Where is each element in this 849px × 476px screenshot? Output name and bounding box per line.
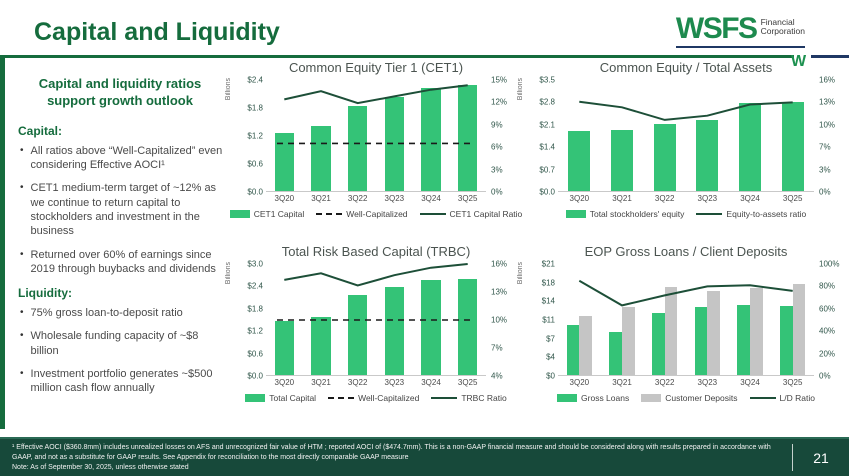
bullet-text: 75% gross loan-to-deposit ratio — [30, 307, 183, 320]
x-axis-label: 3Q24 — [740, 194, 760, 203]
left-axis-tick: $3.5 — [539, 75, 555, 85]
right-axis-tick: 4% — [491, 371, 503, 381]
page-number-box — [792, 444, 849, 471]
legend-item — [557, 393, 629, 403]
legend-bar-swatch — [557, 394, 577, 402]
x-axis-label: 3Q25 — [457, 378, 478, 387]
left-axis-tick: $21 — [541, 259, 555, 269]
bullet-text: Returned over 60% of earnings since 2019 through buybacks and dividends — [30, 248, 216, 275]
x-axis-label: 3Q21 — [612, 194, 632, 203]
bullet-text: CET1 medium-term target of ~12% as we continue to return capital to stockholders and investment in the business — [30, 182, 217, 238]
loans-deposits-chart-plot — [517, 259, 846, 403]
x-axis-label: 3Q25 — [782, 378, 803, 387]
footnote — [12, 443, 772, 473]
legend-label: L/D Ratio — [779, 393, 815, 403]
x-axis-label: 3Q20 — [274, 378, 295, 387]
wsfs-wordmark: WSFS — [675, 12, 757, 45]
x-axis-label: 3Q23 — [697, 378, 718, 387]
x-axis-label: 3Q21 — [311, 194, 331, 203]
chart-legend — [526, 393, 846, 403]
legend-label: Equity-to-assets ratio — [726, 209, 807, 219]
legend-label: Gross Loans — [581, 393, 630, 403]
chart-legend — [234, 393, 518, 403]
bullet-icon: • — [20, 307, 24, 319]
header-rule-navy — [811, 55, 849, 58]
page-number: 21 — [813, 449, 829, 466]
right-axis-tick: 7% — [819, 142, 831, 152]
legend-item — [641, 393, 737, 403]
chart-legend — [526, 209, 846, 219]
equity-assets-chart-plot — [517, 75, 846, 219]
left-axis-tick: $1.2 — [247, 131, 263, 141]
left-axis-tick: $11 — [542, 315, 555, 325]
wsfs-logo-subtext — [761, 14, 805, 37]
legend-bar-swatch — [566, 210, 586, 218]
line-layer — [266, 264, 486, 376]
right-axis-tick: 3% — [491, 165, 503, 175]
x-axis-label: 3Q20 — [274, 194, 295, 203]
legend-label: TRBC Ratio — [461, 393, 507, 403]
right-axis-tick: 13% — [819, 97, 836, 107]
left-axis-tick: $1.8 — [247, 103, 263, 113]
footer-band — [0, 437, 849, 476]
legend-label: Customer Deposits — [665, 393, 738, 403]
x-axis-label: 3Q24 — [421, 378, 441, 387]
legend-bar-swatch — [641, 394, 661, 402]
left-accent-bar — [0, 58, 5, 429]
left-axis — [225, 75, 266, 197]
right-axis-tick: 0% — [491, 187, 503, 197]
bullet-text: Investment portfolio generates ~$500 million cash flow annually — [30, 368, 213, 395]
legend-item — [566, 209, 685, 219]
left-axis-tick: $0 — [546, 371, 555, 381]
legend-line-swatch — [750, 397, 776, 400]
x-axis-label: 3Q23 — [697, 194, 718, 203]
left-axis-tick: $1.2 — [247, 326, 263, 336]
trbc-chart-plot — [225, 259, 518, 403]
left-axis-tick: $0.0 — [247, 187, 263, 197]
left-axis-tick: $2.4 — [247, 281, 263, 291]
bullet-icon: • — [20, 368, 24, 380]
x-axis-label: 3Q23 — [384, 194, 405, 203]
right-axis-tick: 12% — [491, 97, 508, 107]
right-axis-tick: 3% — [819, 165, 831, 175]
sidebar — [12, 68, 228, 405]
x-axis-label: 3Q24 — [421, 194, 441, 203]
bullet-icon: • — [20, 330, 24, 342]
ratio-line — [579, 281, 792, 306]
left-axis — [225, 259, 266, 381]
sidebar-bullet — [20, 181, 228, 238]
x-axis-label: 3Q22 — [347, 378, 368, 387]
x-axis-label: 3Q24 — [740, 378, 760, 387]
plot-canvas — [558, 264, 814, 387]
legend-item — [316, 209, 407, 219]
sidebar-sections — [12, 124, 228, 396]
plot-area — [225, 259, 518, 387]
plot-area — [517, 259, 846, 387]
right-axis-tick: 9% — [491, 120, 503, 130]
plot-canvas — [266, 264, 486, 387]
legend-label: Well-Capitalized — [358, 393, 420, 403]
line-layer — [558, 80, 814, 192]
left-axis-tick: $2.4 — [247, 75, 263, 85]
right-axis — [486, 259, 518, 381]
bullet-icon: • — [20, 182, 24, 194]
legend-line-swatch — [431, 397, 457, 400]
legend-label: CET1 Capital — [253, 209, 305, 219]
left-axis-tick: $4 — [546, 352, 555, 362]
line-layer — [266, 80, 486, 192]
plot-area — [225, 75, 518, 203]
left-axis — [517, 75, 558, 197]
right-axis-tick: 0% — [819, 371, 831, 381]
axis-unit-label: Billions — [225, 78, 232, 101]
ratio-line — [284, 85, 467, 103]
bullet-icon: • — [20, 144, 24, 156]
right-axis — [486, 75, 518, 197]
right-axis-tick: 40% — [819, 326, 836, 336]
plot-canvas — [558, 80, 814, 203]
x-axis-label: 3Q25 — [782, 194, 803, 203]
right-axis-tick: 13% — [491, 287, 508, 297]
right-axis-tick: 10% — [819, 120, 836, 130]
cet1-chart-title: Common Equity Tier 1 (CET1) — [288, 60, 464, 75]
legend-item — [245, 393, 316, 403]
left-axis — [517, 259, 558, 381]
equity-assets-chart — [517, 60, 846, 246]
left-axis-tick: $1.4 — [539, 142, 555, 152]
equity-assets-chart-title: Common Equity / Total Assets — [599, 60, 773, 75]
right-axis-tick: 60% — [819, 304, 836, 314]
legend-label: Total stockholders' equity — [589, 209, 685, 219]
legend-item — [328, 393, 419, 403]
right-axis-tick: 0% — [819, 187, 831, 197]
right-axis-tick: 7% — [491, 343, 503, 353]
sidebar-bullet — [20, 306, 228, 320]
sidebar-bullet — [20, 367, 228, 396]
logo-sub-line1: Financial — [760, 17, 795, 27]
sidebar-bullet — [20, 248, 228, 277]
legend-label: CET1 Capital Ratio — [449, 209, 523, 219]
wsfs-w-mark: W — [791, 53, 807, 70]
left-axis-tick: $0.6 — [247, 159, 263, 169]
right-axis-tick: 15% — [491, 75, 508, 85]
x-axis-label: 3Q22 — [654, 194, 675, 203]
x-axis-label: 3Q23 — [384, 378, 405, 387]
chart-legend — [234, 209, 523, 219]
page-title: Capital and Liquidity — [34, 18, 280, 46]
left-axis-tick: $18 — [541, 278, 555, 288]
logo-sub-line2: Corporation — [760, 26, 805, 37]
left-axis-tick: $2.8 — [539, 97, 555, 107]
right-axis-tick: 16% — [491, 259, 508, 269]
loans-deposits-chart — [517, 244, 846, 426]
left-axis-tick: $2.1 — [539, 120, 555, 130]
sidebar-section-label: Liquidity: — [18, 286, 72, 301]
axis-unit-label: Billions — [517, 262, 524, 285]
left-axis-tick: $1.8 — [247, 304, 263, 314]
right-axis-tick: 10% — [491, 315, 508, 325]
x-axis-label: 3Q25 — [457, 194, 478, 203]
legend-bar-swatch — [245, 394, 265, 402]
legend-item — [750, 393, 815, 403]
left-axis-tick: $0.0 — [247, 371, 263, 381]
left-axis-tick: $7 — [546, 334, 555, 344]
plot-canvas — [266, 80, 486, 203]
footnote-note: Note: As of September 30, 2025, unless otherwise stated — [12, 464, 189, 472]
x-axis-label: 3Q21 — [612, 378, 632, 387]
sidebar-bullet — [20, 329, 228, 358]
legend-bar-swatch — [230, 210, 250, 218]
right-axis-tick: 6% — [491, 142, 503, 152]
legend-dash-swatch — [328, 397, 354, 399]
left-axis-tick: $0.7 — [539, 165, 555, 175]
legend-label: Total Capital — [269, 393, 317, 403]
legend-line-swatch — [420, 213, 446, 216]
right-axis — [814, 75, 846, 197]
axis-unit-label: Billions — [517, 78, 524, 101]
x-axis-label: 3Q20 — [569, 194, 590, 203]
sidebar-bullet — [20, 144, 228, 173]
header-rule-green — [0, 55, 794, 58]
right-axis-tick: 20% — [819, 349, 836, 359]
legend-label: Well-Capitalized — [346, 209, 408, 219]
left-axis-tick: $3.0 — [247, 259, 263, 269]
ratio-line — [579, 102, 792, 120]
x-axis-label: 3Q21 — [311, 378, 331, 387]
sidebar-section-label: Capital: — [18, 123, 63, 138]
bullet-text: Wholesale funding capacity of ~$8 billion — [30, 330, 199, 357]
left-axis-tick: $0.6 — [247, 349, 263, 359]
x-axis-label: 3Q22 — [654, 378, 675, 387]
legend-item — [431, 393, 506, 403]
loans-deposits-chart-title: EOP Gross Loans / Client Deposits — [584, 244, 788, 259]
legend-item — [420, 209, 523, 219]
right-axis-tick: 16% — [819, 75, 836, 85]
ratio-line — [284, 264, 467, 286]
sidebar-heading: Capital and liquidity ratios support growth outlook — [38, 76, 202, 108]
x-axis-label: 3Q22 — [347, 194, 368, 203]
bullet-text: All ratios above “Well-Capitalized” even considering Effective AOCI¹ — [30, 144, 223, 172]
right-axis — [814, 259, 846, 381]
wsfs-logo — [676, 14, 805, 48]
right-axis-tick: 100% — [819, 259, 840, 269]
right-axis-tick: 80% — [819, 281, 836, 291]
legend-item — [696, 209, 806, 219]
bullet-icon: • — [20, 248, 24, 260]
cet1-chart-plot — [225, 75, 523, 219]
legend-dash-swatch — [316, 213, 342, 215]
trbc-chart-title: Total Risk Based Capital (TRBC) — [281, 244, 471, 259]
left-axis-tick: $14 — [541, 296, 555, 306]
footnote-text: ¹ Effective AOCI ($360.8mm) includes unrealized losses on AFS and unrecognized fair value of HTM ; reported AOCI of ($474.7mm). This is a non-GAAP financial measure and should be considered along with results prepared in accordance with GAAP, and not as a substitute for GAAP results. See Appendix for reconciliation to the most directly comparable GAAP measure — [12, 444, 771, 462]
cet1-chart — [225, 60, 523, 246]
axis-unit-label: Billions — [225, 262, 232, 285]
x-axis-label: 3Q20 — [569, 378, 590, 387]
legend-item — [230, 209, 305, 219]
left-axis-tick: $0.0 — [539, 187, 555, 197]
line-layer — [558, 264, 814, 376]
trbc-chart — [225, 244, 518, 426]
legend-line-swatch — [696, 213, 722, 216]
plot-area — [517, 75, 846, 203]
